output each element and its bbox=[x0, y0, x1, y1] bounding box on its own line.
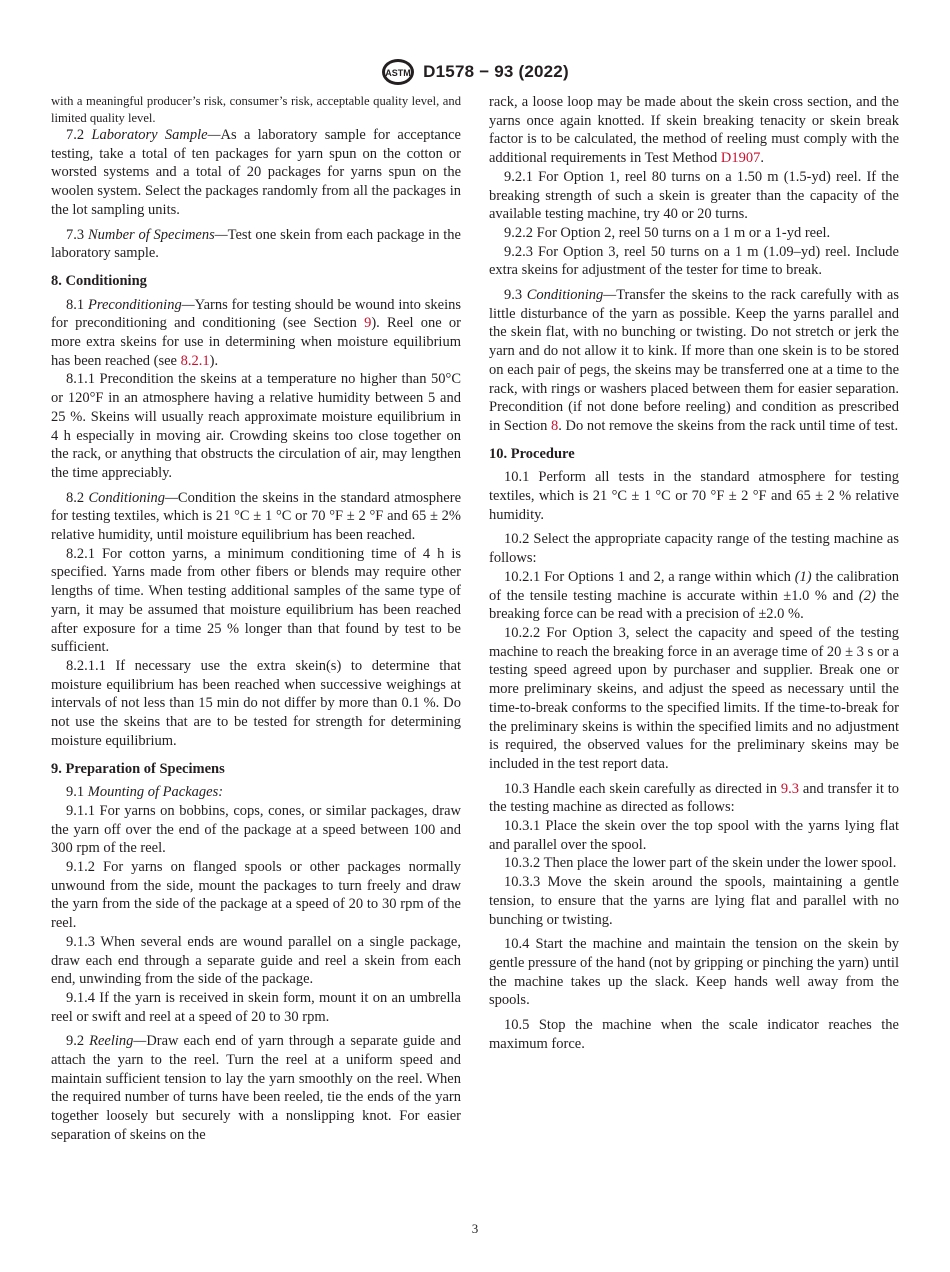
paragraph-10-3-2: 10.3.2 Then place the lower part of the skein under the lower spool. bbox=[504, 855, 897, 872]
paragraph-10-5: 10.5 Stop the machine when the scale indicator reaches the maximum force. bbox=[489, 1017, 899, 1052]
paragraph-10-2-1: 10.2.1 For Options 1 and 2, a range within which (1) the calibration of the tensile testing machine is accurate within ±1.0 % and (2) the breaking force can be read with a precision of ±2.0 %. bbox=[489, 568, 899, 623]
section-heading-10: 10. Procedure bbox=[489, 445, 575, 462]
paragraph-10-2-2: 10.2.2 For Option 3, select the capacity and speed of the testing machine to reach the breaking force in an average time of 20 ± 3 s or a testing speed agreed upon by purchaser and supplier. Break one or more preliminary skeins, and adjust the speed as necessary until the time-to-break conforms to the specified limits. If the time-to-break for the preliminary skeins is within the specified limits and no adjustment is required, the observed values for the preliminary skeins may be included in the test report data. bbox=[489, 624, 899, 772]
paragraph-8-2-1-1: 8.2.1.1 If necessary use the extra skein(s) to determine that moisture equilibrium has been reached when successive weighings at intervals of not less than 15 min do not differ by more than 0.1 %. Do not use the skeins that are to be tested for strength for determining moisture equilibrium. bbox=[51, 657, 461, 749]
section-8-2-1-link[interactable]: 8.2.1 bbox=[180, 352, 210, 369]
right-column bbox=[489, 93, 899, 1053]
paragraph-9-2-1: 9.2.1 For Option 1, reel 80 turns on a 1.50 m (1.5-yd) reel. If the breaking strength of such a skein is greater than the capacity of the available testing machine, try 40 or 20 turns. bbox=[489, 168, 899, 223]
paragraph-9-1-3: 9.1.3 When several ends are wound parallel on a single package, draw each end through a separate guide and reel a skein from each end, unwinding from the side of the package. bbox=[51, 933, 461, 988]
paragraph-9-2-cont: rack, a loose loop may be made about the skein cross section, and the yarns once again knotted. If skein breaking tenacity or skein break factor is to be calculated, the method of reeling must comply with the additional requirements in Test Method D1907. bbox=[489, 94, 899, 167]
section-9-3-link[interactable]: 9.3 bbox=[780, 780, 799, 797]
section-9-link[interactable]: 9 bbox=[364, 315, 372, 332]
page-header bbox=[0, 58, 950, 86]
paragraph-8-2: 8.2 Conditioning—Condition the skeins in the standard atmosphere for testing textiles, which is 21 °C ± 1 °C or 70 °F ± 2 °F and 65 ± 2% relative humidity, until moisture equilibrium has been reached. bbox=[51, 489, 461, 544]
section-heading-9: 9. Preparation of Specimens bbox=[51, 760, 225, 777]
document-designation: D1578 − 93 (2022) bbox=[423, 62, 569, 81]
paragraph-8-1-1: 8.1.1 Precondition the skeins at a temperature no higher than 50°C or 120°F in an atmosphere having a relative humidity between 5 and 25 %. Skeins will usually reach approximate moisture equilibrium in 4 h especially in moving air. Crowding skeins too close together on the rack, or anything that obstructs the circulation of air, may lengthen the time appreciably. bbox=[51, 371, 461, 481]
paragraph-8-1: 8.1 Preconditioning—Yarns for testing should be wound into skeins for preconditioning and conditioning (see Section 9). Reel one or more extra skeins for use in determining when moisture equilibrium has been reached (see 8.2.1). bbox=[51, 296, 462, 369]
paragraph-9-2-2: 9.2.2 For Option 2, reel 50 turns on a 1 m or a 1-yd reel. bbox=[504, 224, 831, 241]
paragraph-7-2: 7.2 Laboratory Sample—As a laboratory sample for acceptance testing, take a total of ten packages for yarn spun on the cotton or worsted systems and a total of 20 packages for yarns spun on the woolen system. Select the packages randomly from all the packages in the lot sampling units. bbox=[51, 127, 461, 218]
logo-text: ASTM bbox=[385, 68, 411, 78]
paragraph-9-3: 9.3 Conditioning—Transfer the skeins to the rack carefully with as little disturbance of the yarn as possible. Keep the yarns parallel and the skein flat, with no bunching or twisting. Do not stretch or jerk the yarn and do not allow it to kink. If more than one skein is to be stored on each pair of pegs, the skeins may be transferred one at a time to the rack, with rings or washers placed between them for easier separation. Precondition (if not done before reeling) and condition as prescribed in Section 8. Do not remove the skeins from the rack until time of test. bbox=[489, 287, 900, 434]
left-column bbox=[51, 93, 461, 1145]
paragraph-7-3: 7.3 Number of Specimens—Test one skein from each package in the laboratory sample. bbox=[51, 226, 461, 262]
paragraph-9-1: 9.1 Mounting of Packages: bbox=[66, 784, 224, 801]
paragraph-9-1-4: 9.1.4 If the yarn is received in skein form, mount it on an umbrella reel or swift and reel at a speed of 20 to 30 rpm. bbox=[51, 989, 461, 1025]
paragraph-7-1-cont: with a meaningful producer’s risk, consumer’s risk, acceptable quality level, and limited quality level. bbox=[51, 94, 461, 125]
paragraph-9-2: 9.2 Reeling—Draw each end of yarn through a separate guide and attach the yarn to the reel. Turn the reel at a uniform speed and maintain sufficient tension to lay the yarn smoothly on the reel. When the required number of turns have been reeled, tie the ends of the yarn together loosely but securely with a nonslipping knot. For easier separation of skeins on the bbox=[51, 1033, 462, 1143]
section-heading-8: 8. Conditioning bbox=[51, 272, 147, 289]
paragraph-9-1-2: 9.1.2 For yarns on flanged spools or other packages normally unwound from the side, mount the packages to turn freely and draw the yarn from the side of the package at a speed of 20 to 30 rpm of the reel. bbox=[51, 859, 461, 932]
section-8-link[interactable]: 8 bbox=[551, 417, 559, 434]
paragraph-9-1-1: 9.1.1 For yarns on bobbins, cops, cones, or similar packages, draw the yarn off over the end of the package at a speed between 100 and 300 rpm of the reel. bbox=[51, 802, 461, 857]
paragraph-10-1: 10.1 Perform all tests in the standard atmosphere for testing textiles, which is 21 °C ± 1 °C or 70 °F ± 2 °F and 65 ± 2 % relative humidity. bbox=[489, 469, 899, 523]
paragraph-9-2-3: 9.2.3 For Option 3, reel 50 turns on a 1 m (1.09–yd) reel. Include extra skeins for adjustment of the tester for time to break. bbox=[489, 243, 899, 279]
paragraph-8-2-1: 8.2.1 For cotton yarns, a minimum conditioning time of 4 h is specified. Yarns made from other fibers or blends may require other lengths of time. When testing additional samples of the same type of yarn, it may be assumed that moisture equilibrium has been reached after exposure for a time 25 % longer than that found by test to be sufficient. bbox=[51, 545, 461, 656]
d1907-link[interactable]: D1907 bbox=[720, 150, 761, 167]
paragraph-10-3-3: 10.3.3 Move the skein around the spools, maintaining a gentle tension, to ensure that the yarns are lying flat and parallel with no bunching or twisting. bbox=[489, 874, 899, 928]
paragraph-10-4: 10.4 Start the machine and maintain the tension on the skein by gentle pressure of the hand (not by gripping or pinching the yarn) until the machine takes up the slack. Keep hands well away from the spools. bbox=[489, 936, 899, 1009]
paragraph-10-2: 10.2 Select the appropriate capacity range of the testing machine as follows: bbox=[489, 531, 899, 567]
paragraph-10-3-1: 10.3.1 Place the skein over the top spool with the yarns lying flat and parallel over the spool. bbox=[489, 818, 899, 853]
astm-logo-icon bbox=[381, 58, 415, 86]
paragraph-10-3: 10.3 Handle each skein carefully as directed in 9.3 and transfer it to the testing machine as directed as follows: bbox=[489, 780, 899, 816]
page-number: 3 bbox=[471, 1221, 479, 1236]
